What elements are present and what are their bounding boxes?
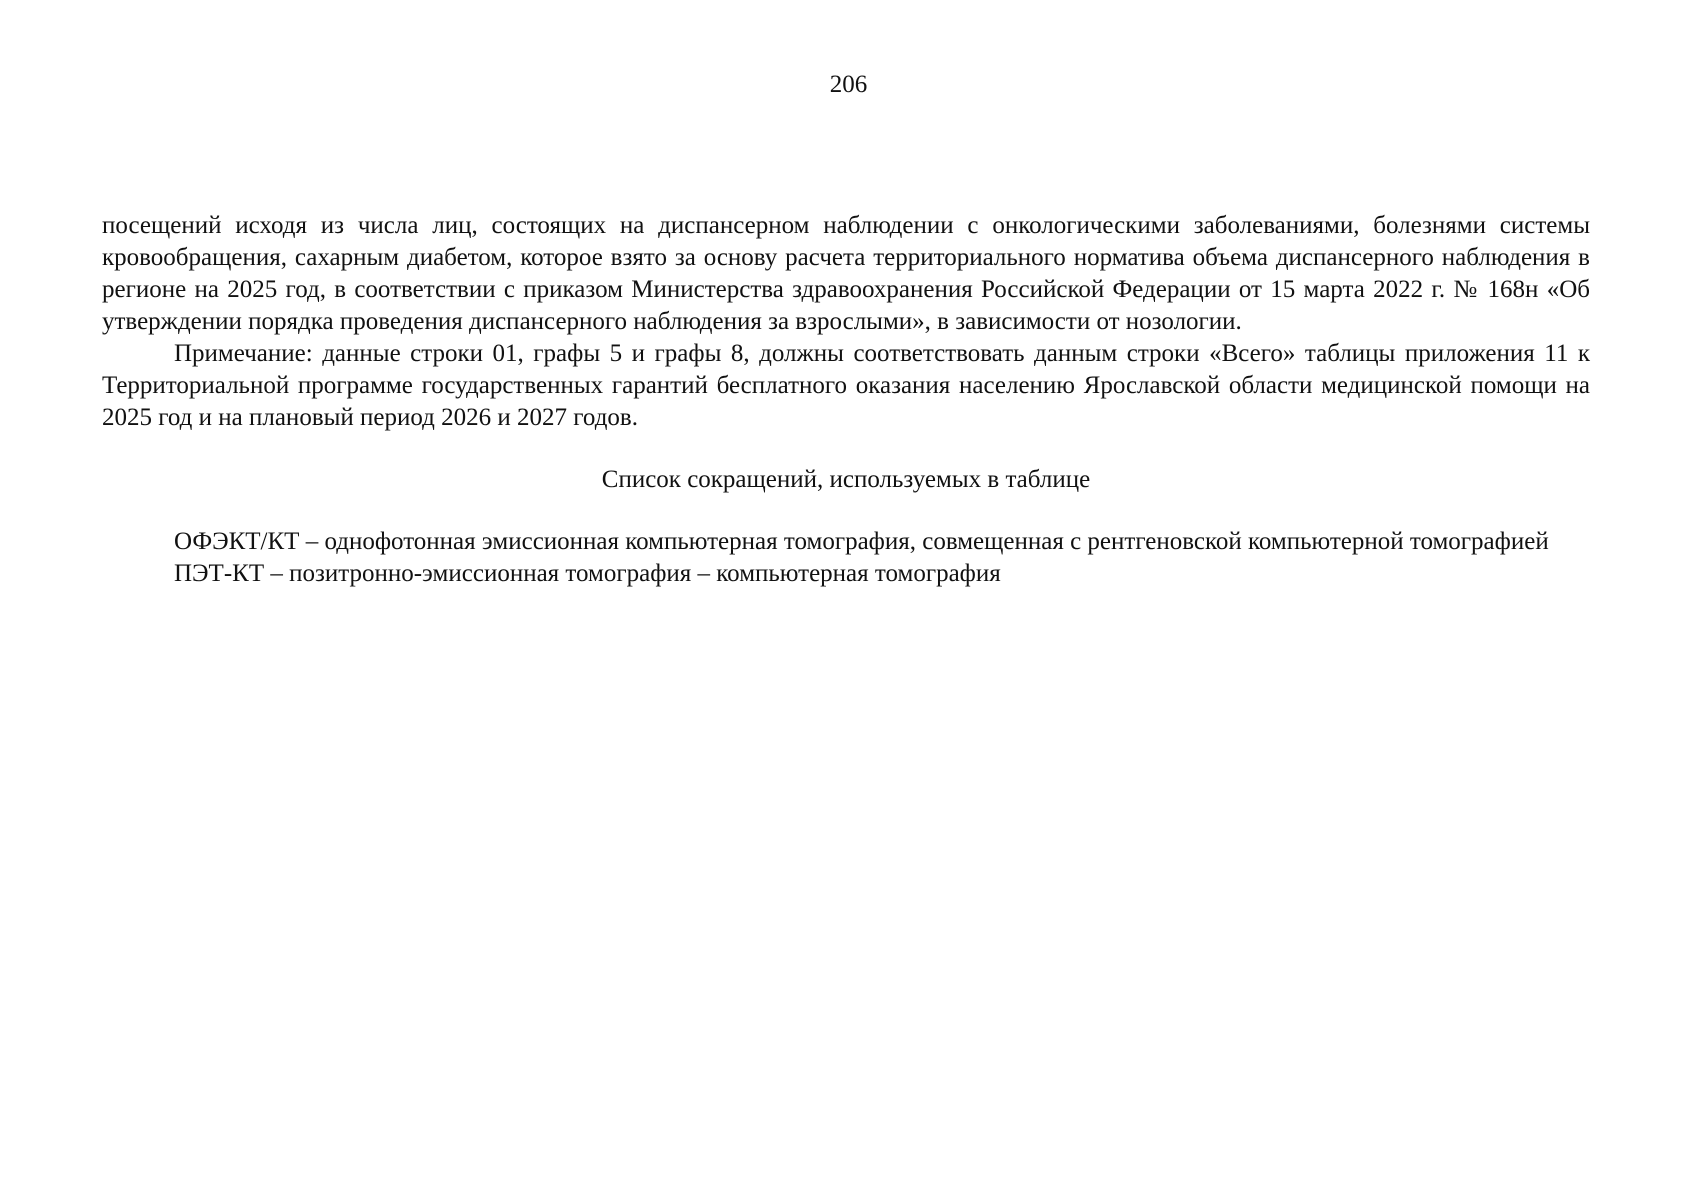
abbreviation-item-ofekt-kt: ОФЭКТ/КТ – однофотонная эмиссионная компьютерная томография, совмещенная с рентгеновской компьютерной томографией bbox=[174, 528, 1549, 555]
body-paragraph-continuation: посещений исходя из числа лиц, состоящих на диспансерном наблюдении с онкологическими заболеваниями, болезнями системы кровообращения, сахарным диабетом, которое взято за основу расчета территориального норматива объема диспансерного наблюдения в регионе на 2025 год, в соответствии с приказом Министерства здравоохранения Российской Федерации от 15 марта 2022 г. № 168н «Об утверждении порядка проведения диспансерного наблюдения за взрослыми», в зависимости от нозологии. bbox=[102, 212, 1590, 335]
abbreviation-item-pet-kt: ПЭТ-КТ – позитронно-эмиссионная томография – компьютерная томография bbox=[174, 560, 1001, 587]
abbreviations-title: Список сокращений, используемых в таблице bbox=[601, 466, 1091, 493]
page-number: 206 bbox=[829, 71, 868, 98]
abbreviations-list bbox=[102, 526, 1590, 590]
document-content bbox=[102, 210, 1590, 590]
note-paragraph: Примечание: данные строки 01, графы 5 и графы 8, должны соответствовать данным строки «Всего» таблицы приложения 11 к Территориальной программе государственных гарантий бесплатного оказания населению Ярославской области медицинской помощи на 2025 год и на плановый период 2026 и 2027 годов. bbox=[102, 340, 1590, 431]
